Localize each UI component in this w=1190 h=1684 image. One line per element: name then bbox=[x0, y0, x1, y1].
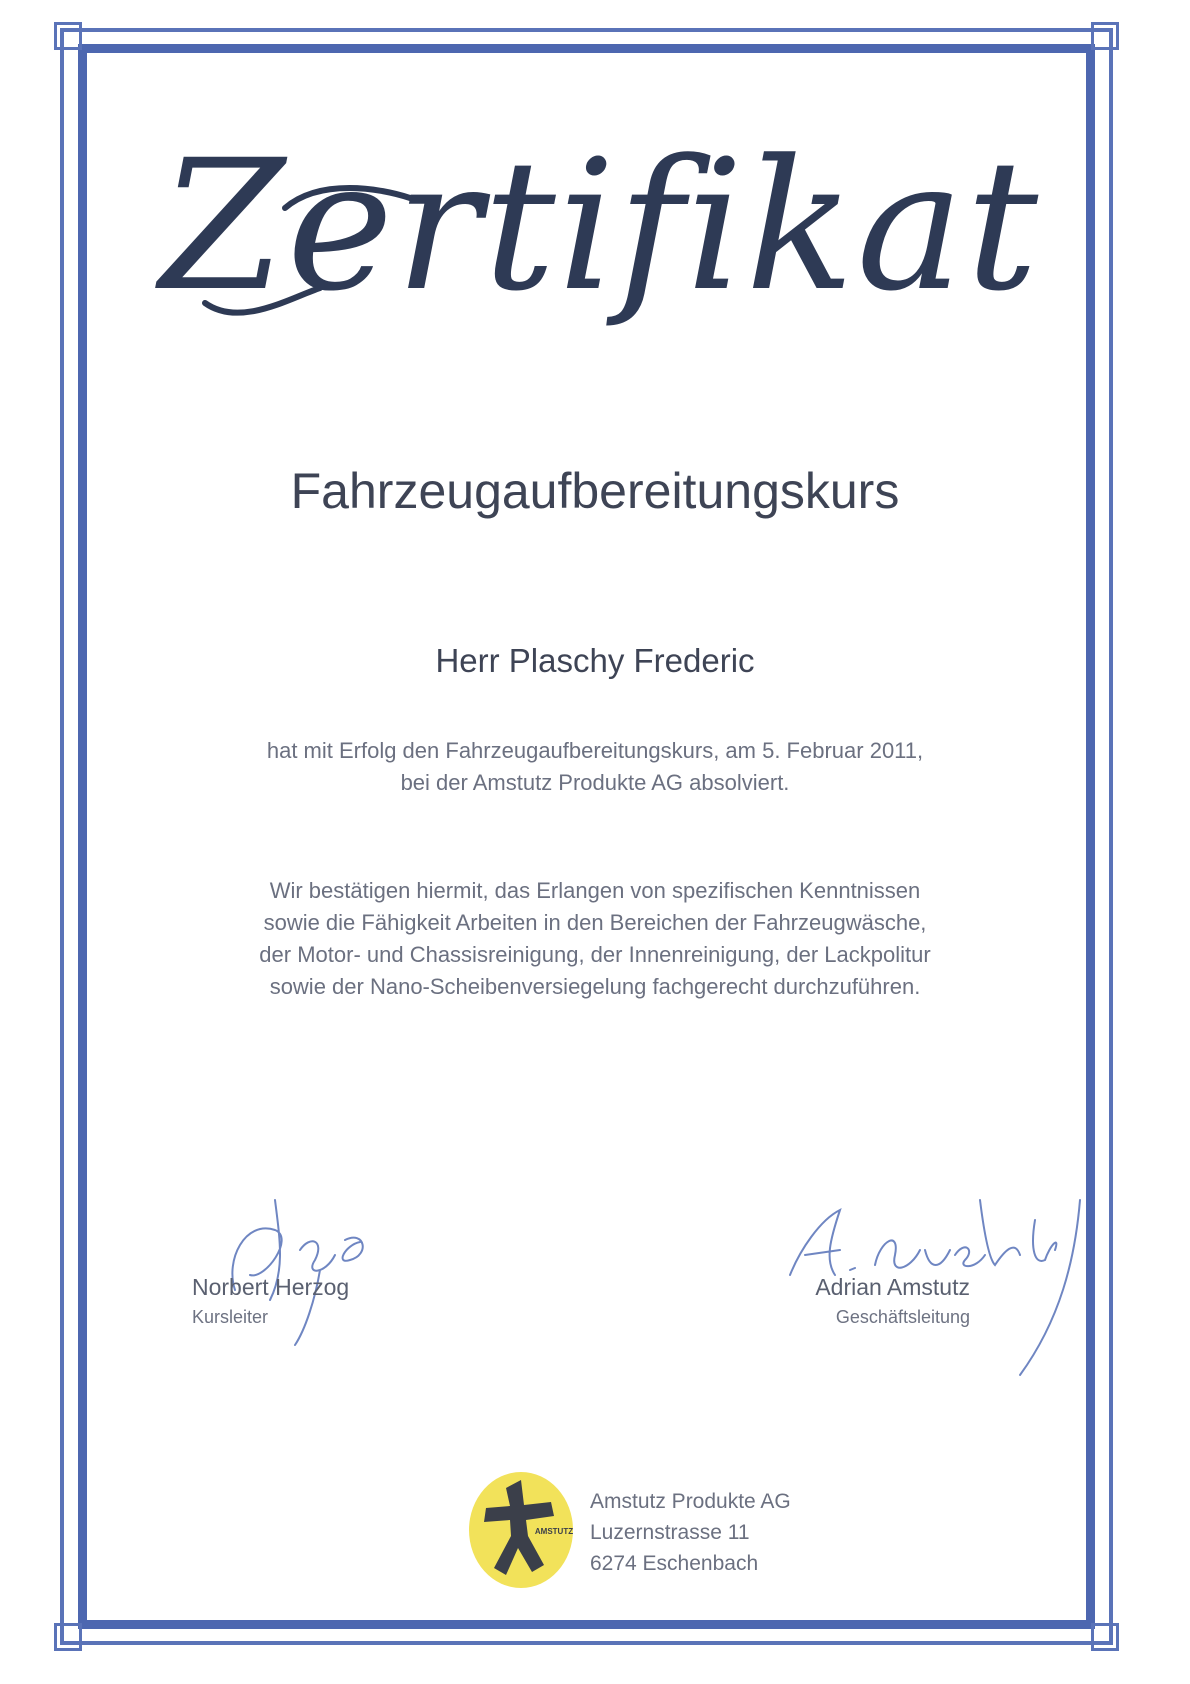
frame-corner-ornament bbox=[54, 22, 82, 50]
company-name: Amstutz Produkte AG bbox=[590, 1490, 791, 1513]
company-street: Luzernstrasse 11 bbox=[590, 1521, 750, 1544]
company-address bbox=[590, 1486, 791, 1579]
confirmation-statement bbox=[0, 875, 1190, 1003]
certificate-title-text: Zertifikat bbox=[159, 122, 1041, 331]
confirmation-line: sowie die Fähigkeit Arbeiten in den Bereichen der Fahrzeugwäsche, bbox=[263, 910, 927, 935]
confirmation-line: Wir bestätigen hiermit, das Erlangen von spezifischen Kenntnissen bbox=[269, 878, 921, 903]
completion-line: bei der Amstutz Produkte AG absolviert. bbox=[400, 770, 790, 795]
completion-line: hat mit Erfolg den Fahrzeugaufbereitungskurs, am 5. Februar 2011, bbox=[266, 738, 924, 763]
certificate-title bbox=[0, 88, 1190, 388]
logo-text: AMSTUTZ bbox=[534, 1527, 574, 1536]
company-city: 6274 Eschenbach bbox=[590, 1552, 759, 1575]
signer-right-role: Geschäftsleitung bbox=[835, 1307, 970, 1327]
company-logo bbox=[466, 1470, 576, 1590]
recipient-name: Herr Plaschy Frederic bbox=[435, 642, 755, 679]
signer-left-role: Kursleiter bbox=[192, 1307, 269, 1327]
course-title: Fahrzeugaufbereitungskurs bbox=[290, 463, 900, 519]
confirmation-line: der Motor- und Chassisreinigung, der Innenreinigung, der Lackpolitur bbox=[259, 942, 931, 967]
completion-statement bbox=[0, 735, 1190, 799]
confirmation-line: sowie der Nano-Scheibenversiegelung fachgerecht durchzuführen. bbox=[269, 974, 921, 999]
frame-corner-ornament bbox=[1091, 1623, 1119, 1651]
signer-right-name: Adrian Amstutz bbox=[815, 1274, 970, 1300]
frame-corner-ornament bbox=[54, 1623, 82, 1651]
signer-left-name: Norbert Herzog bbox=[192, 1274, 350, 1300]
frame-corner-ornament bbox=[1091, 22, 1119, 50]
signer-right bbox=[770, 1272, 970, 1332]
signer-left bbox=[192, 1272, 349, 1332]
